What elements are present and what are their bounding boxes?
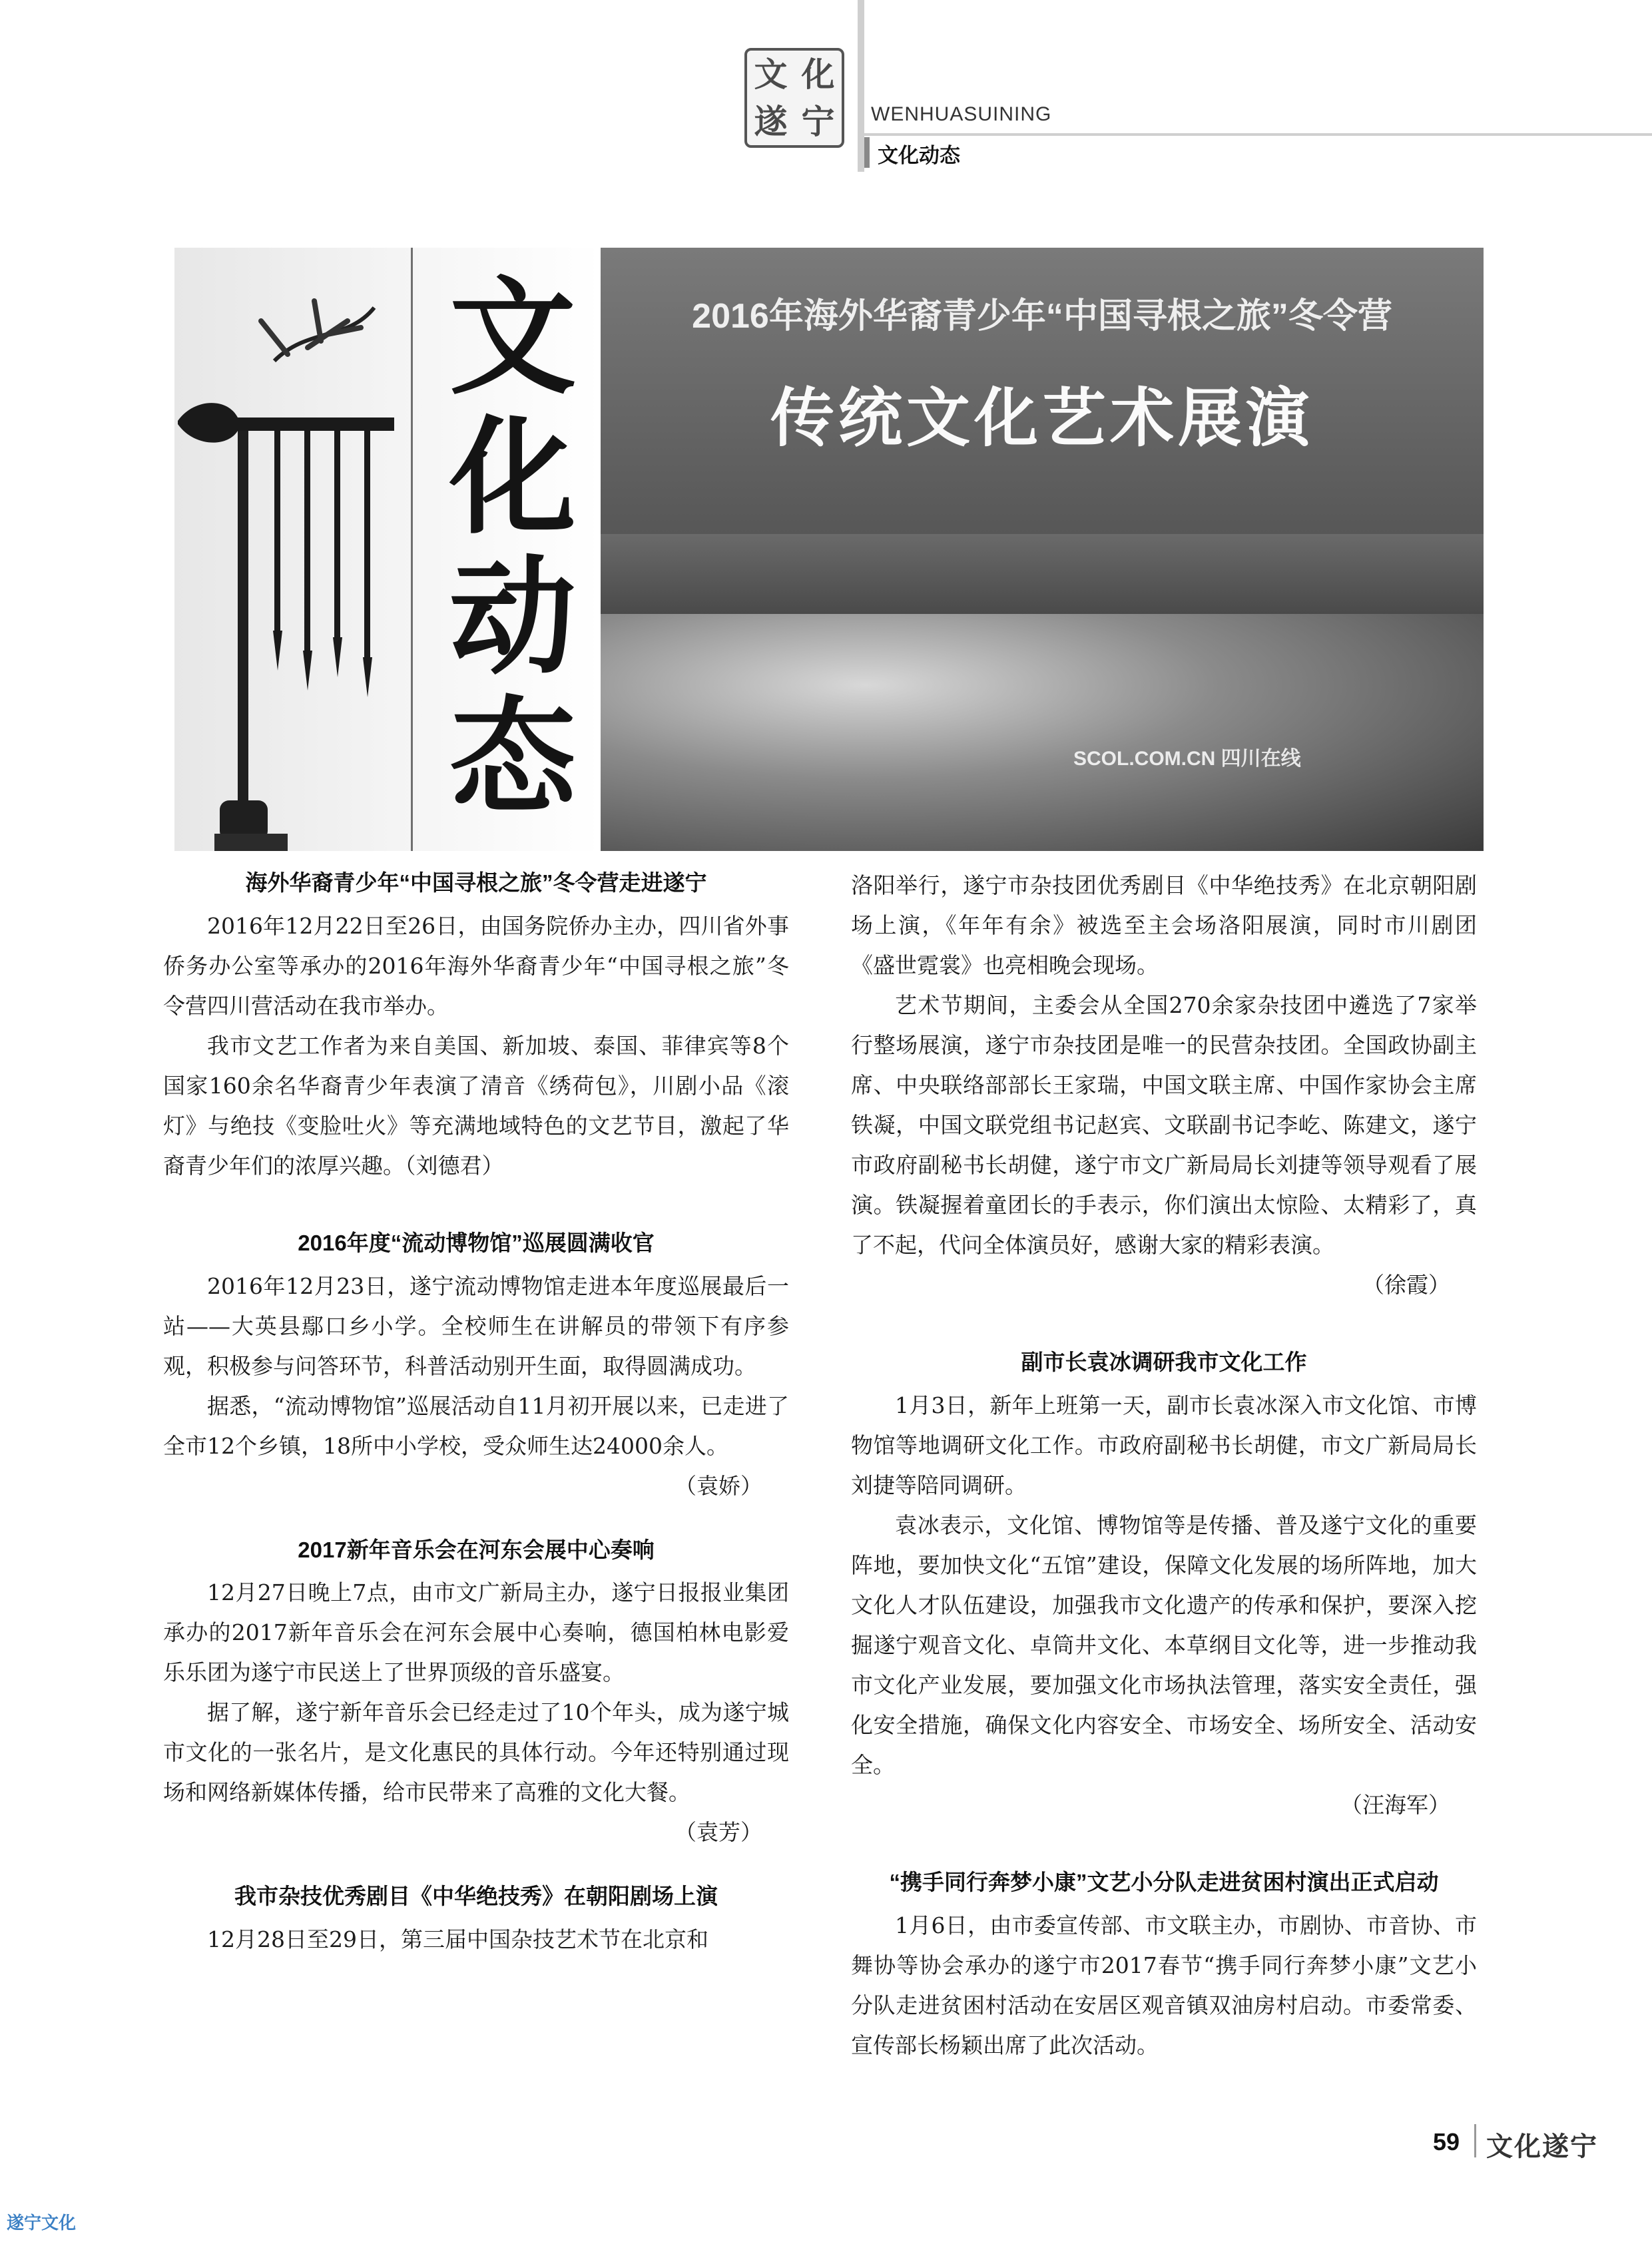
left-column — [163, 866, 789, 1960]
photo-watermark: SCOL.COM.CN 四川在线 — [1073, 748, 1301, 770]
event-photo — [601, 248, 1484, 851]
article-paragraph: 12月27日晚上7点，由市文广新局主办，遂宁日报报业集团承办的2017新年音乐会在河东会展中心奏响，德国柏林电影爱乐乐团为遂宁市民送上了世界顶级的音乐盛宴。 — [163, 1579, 789, 1686]
stage-backdrop — [601, 248, 1484, 534]
seal-char: 文 — [754, 54, 788, 94]
article-title: 2016年度“流动博物馆”巡展圆满收官 — [298, 1230, 655, 1255]
seal-char: 宁 — [801, 101, 835, 141]
backdrop-line2: 传统文化艺术展演 — [770, 383, 1314, 454]
banner-vertical-title-char: 动 — [449, 543, 576, 691]
article-author: （汪海军） — [1340, 1791, 1450, 1818]
article-paragraph: 据悉，“流动博物馆”巡展活动自11月初开展以来，已走进了全市12个乡镇，18所中小学校，受众师生达24000余人。 — [163, 1392, 789, 1459]
footer-divider — [1474, 2124, 1476, 2157]
seal-char: 遂 — [754, 101, 788, 141]
footer-brand: 文化遂宁 — [1486, 2131, 1598, 2162]
article-title: 我市杂技优秀剧目《中华绝技秀》在朝阳剧场上演 — [234, 1884, 718, 1909]
banner-vertical-title-char: 态 — [449, 683, 576, 831]
backdrop-line1: 2016年海外华裔青少年“中国寻根之旅”冬令营 — [692, 297, 1392, 336]
article-author: （徐霞） — [1362, 1272, 1450, 1298]
wenhua-suining-seal-logo — [744, 48, 844, 148]
article-paragraph: 1月6日，由市委宣传部、市文联主办，市剧协、市音协、市舞协等协会承办的遂宁市2017春节“携手同行奔梦小康”文艺小分队走进贫困村活动在安居区观音镇双油房村启动。市委常委、宣传部长杨颖出席了此次活动。 — [851, 1912, 1477, 2058]
article-paragraph: 艺术节期间，主委会从全国270余家杂技团中遴选了7家举行整场展演，遂宁市杂技团是唯一的民营杂技团。全国政协副主席、中央联络部部长王家瑞，中国文联主席、中国作家协会主席铁凝，中国文联党组书记赵宾、文联副书记李屹、陈建文，遂宁市政府副秘书长胡健，遂宁市文广新局局长刘捷等领导观看了展演。铁凝握着童团长的手表示，你们演出太惊险、太精彩了，真了不起，代问全体演员好，感谢大家的精彩表演。 — [851, 992, 1477, 1258]
header-vertical-rule — [858, 0, 864, 172]
header-english-title: WENHUASUINING — [871, 103, 1052, 125]
article-paragraph: 据了解，遂宁新年音乐会已经走过了10个年头，成为遂宁城市文化的一张名片，是文化惠民的具体行动。今年还特别通过现场和网络新媒体传播，给市民带来了高雅的文化大餐。 — [163, 1699, 789, 1806]
header-horizontal-rule — [864, 133, 1652, 136]
section-banner — [174, 248, 1484, 851]
banner-divider-line — [411, 248, 413, 851]
article-paragraph: 我市文艺工作者为来自美国、新加坡、泰国、菲律宾等8个国家160余名华裔青少年表演了清音《绣荷包》，川剧小品《滚灯》与绝技《变脸吐火》等充满地域特色的文艺节目，激起了华裔青少年们的浓厚兴趣。（刘德君） — [163, 1032, 789, 1179]
article-paragraph: 2016年12月22日至26日，由国务院侨办主办，四川省外事侨务办公室等承办的2016年海外华裔青少年“中国寻根之旅”冬令营四川营活动在我市举办。 — [163, 912, 789, 1019]
article-title: “携手同行奔梦小康”文艺小分队走进贫困村演出正式启动 — [889, 1869, 1439, 1894]
article-title: 2017新年音乐会在河东会展中心奏响 — [298, 1537, 655, 1562]
header-section-name: 文化动态 — [878, 144, 960, 167]
corner-watermark-logo: 遂宁文化 — [7, 2213, 77, 2233]
audience — [601, 614, 1484, 851]
article-paragraph: 袁冰表示，文化馆、博物馆等是传播、普及遂宁文化的重要阵地，要加快文化“五馆”建设，保障文化发展的场所阵地，加大文化人才队伍建设，加强我市文化遗产的传承和保护，要深入挖掘遂宁观音文化、卓筒井文化、本草纲目文化等，进一步推动我市文化产业发展，要加强文化市场执法管理，落实安全责任，强化安全措施，确保文化内容安全、市场安全、场所安全、活动安全。 — [851, 1512, 1477, 1778]
article-paragraph: 12月28日至29日，第三届中国杂技艺术节在北京和 — [207, 1926, 708, 1953]
right-column — [851, 866, 1477, 2066]
article-author: （袁芳） — [675, 1819, 762, 1846]
stage-performers — [601, 534, 1484, 614]
article-title: 海外华裔青少年“中国寻根之旅”冬令营走进遂宁 — [245, 870, 707, 895]
brush-rack-icon — [174, 248, 411, 851]
seal-char: 化 — [801, 54, 835, 94]
section-marker-bar — [864, 137, 870, 168]
article-paragraph: 1月3日，新年上班第一天，副市长袁冰深入市文化馆、市博物馆等地调研文化工作。市政府副秘书长胡健，市文广新局局长刘捷等陪同调研。 — [851, 1392, 1477, 1498]
page-number: 59 — [1433, 2128, 1460, 2155]
article-title: 副市长袁冰调研我市文化工作 — [1021, 1350, 1307, 1374]
article-paragraph: 2016年12月23日，遂宁流动博物馆走进本年度巡展最后一站——大英县鄢口乡小学。全校师生在讲解员的带领下有序参观，积极参与问答环节，科普活动别开生面，取得圆满成功。 — [163, 1272, 789, 1379]
banner-vertical-title-char: 化 — [449, 403, 576, 551]
banner-vertical-title-char: 文 — [449, 263, 576, 412]
article-author: （袁娇） — [675, 1472, 762, 1499]
article-paragraph-continued: 洛阳举行，遂宁市杂技团优秀剧目《中华绝技秀》在北京朝阳剧场上演，《年年有余》被选至主会场洛阳展演，同时市川剧团《盛世霓裳》也亮相晚会现场。 — [851, 872, 1477, 978]
